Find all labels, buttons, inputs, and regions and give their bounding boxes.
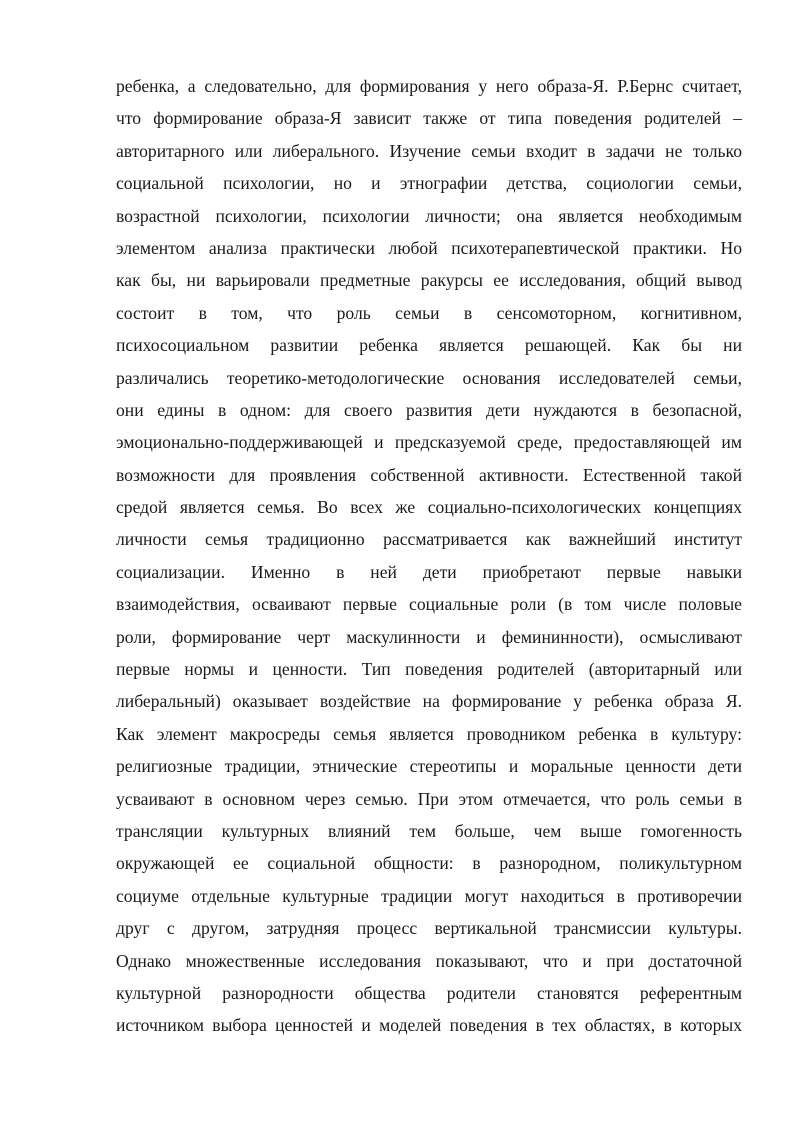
text-line: друг с другом, затрудняя процесс вертикальной трансмиссии культуры. (116, 918, 742, 939)
text-line: трансляции культурных влияний тем больше, чем выше гомогенность (116, 820, 742, 841)
text-line: авторитарного или либерального. Изучение семьи входит в задачи не только (116, 140, 742, 161)
text-line: социуме отдельные культурные традиции могут находиться в противоречии (116, 885, 742, 906)
text-line: ребенка, а следовательно, для формирования у него образа-Я. Р.Бернс считает, (116, 76, 742, 96)
text-line: усваивают в основном через семью. При этом отмечается, что роль семьи в (116, 788, 742, 809)
text-line: они едины в одном: для своего развития дети нуждаются в безопасной, (116, 399, 742, 420)
text-line: что формирование образа-Я зависит также от типа поведения родителей – (116, 108, 742, 129)
text-line: окружающей ее социальной общности: в разнородном, поликультурном (116, 853, 742, 874)
text-line: состоит в том, что роль семьи в сенсомоторном, когнитивном, (116, 302, 742, 323)
text-line: культурной разнородности общества родители становятся референтным (116, 982, 742, 1003)
text-line: как бы, ни варьировали предметные ракурсы ее исследования, общий вывод (116, 270, 742, 291)
text-line: элементом анализа практически любой психотерапевтической практики. Но (116, 237, 742, 258)
text-line: социализации. Именно в ней дети приобретают первые навыки (116, 561, 742, 582)
text-line: религиозные традиции, этнические стереотипы и моральные ценности дети (116, 756, 742, 777)
text-line: взаимодействия, осваивают первые социальные роли (в том числе половые (116, 594, 742, 615)
text-line: эмоционально-поддерживающей и предсказуемой среде, предоставляющей им (116, 432, 742, 453)
text-line: либеральный) оказывает воздействие на формирование у ребенка образа Я. (116, 691, 742, 712)
text-line: личности семья традиционно рассматривается как важнейший институт (116, 529, 742, 550)
text-line: роли, формирование черт маскулинности и фемининности), осмысливают (116, 626, 742, 647)
text-line: социальной психологии, но и этнографии детства, социологии семьи, (116, 173, 742, 194)
text-line: средой является семья. Во всех же социально-психологических концепциях (116, 497, 742, 518)
text-line: возрастной психологии, психологии личности; она является необходимым (116, 205, 742, 226)
text-line: возможности для проявления собственной активности. Естественной такой (116, 464, 742, 485)
text-line: источником выбора ценностей и моделей поведения в тех областях, в которых (116, 1015, 742, 1036)
text-line: Однако множественные исследования показывают, что и при достаточной (116, 950, 742, 971)
text-line: первые нормы и ценности. Тип поведения родителей (авторитарный или (116, 659, 742, 680)
text-line: Как элемент макросреды семья является проводником ребенка в культуру: (116, 723, 742, 744)
text-line: психосоциальном развитии ребенка является решающей. Как бы ни (116, 335, 742, 356)
body-text (116, 70, 742, 1042)
text-line: различались теоретико-методологические основания исследователей семьи, (116, 367, 742, 388)
